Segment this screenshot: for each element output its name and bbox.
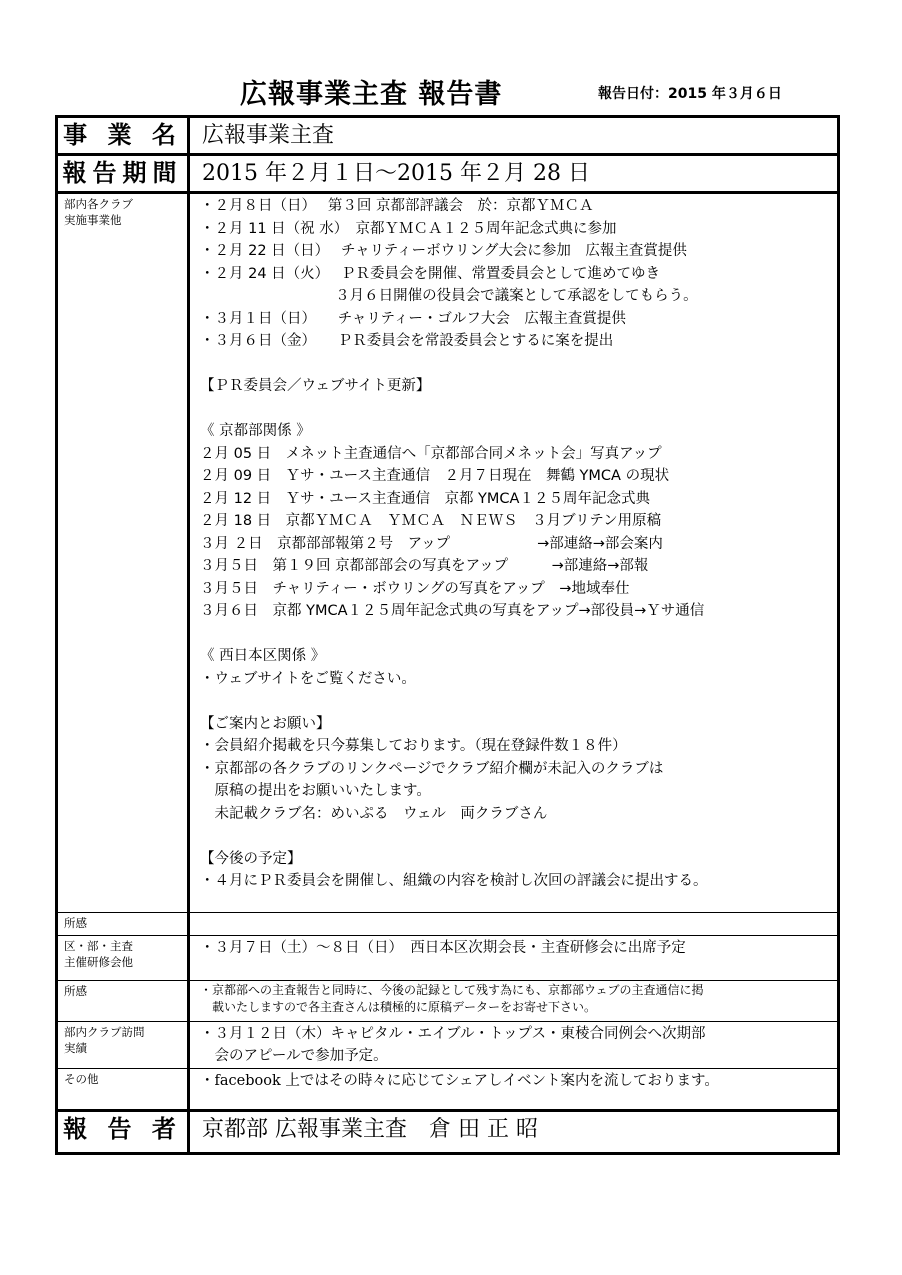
business-name-label: 事 業 名 [57,117,189,155]
report-period-label: 報告期間 [57,155,189,193]
impressions-row-2 [57,981,839,1022]
blank-line [200,825,827,848]
activity-lines [200,195,827,893]
report-period-row [57,155,839,193]
other-label: その他 [57,1069,189,1111]
other-row [57,1069,839,1111]
activity-line: 【ＰＲ委員会／ウェブサイト更新】 [200,378,431,394]
activity-line: ・京都部の各クラブのリンクページでクラブ紹介欄が未記入のクラブは [200,760,664,777]
activity-line: 【ご案内とお願い】 [200,715,331,732]
activity-line: ・３月６日（金） ＰＲ委員会を常設委員会とするに案を提出 [200,333,614,349]
activity-line: 未記載クラブ名：めいぷる ウェル 両クラブさん [200,805,548,822]
activity-line: ３月 ２日 京都部部報第２号 アップ →部連絡→部会案内 [200,535,663,552]
training-label [57,936,189,981]
other-value: ・facebook 上ではその時々に応じてシェアしイベント案内を流しております。 [189,1069,839,1111]
impressions-value-2: ・京都部への主査報告と同時に、今後の記録として残す為にも、京都部ウェブの主査通信に掲 載いたしますので各主査さんは積極的に原稿データーをお寄せ下さい。 [189,981,839,1022]
impressions-row-1 [57,913,839,936]
training-value: ・３月７日（土）～８日（日） 西日本区次期会長・主査研修会に出席予定 [189,936,839,981]
business-name-value: 広報事業主査 [189,117,839,155]
activity-line: ３月５日 チャリティー・ボウリングの写真をアップ →地域奉仕 [200,580,630,597]
report-period-value: 2015 年２月１日～2015 年２月 28 日 [189,155,839,193]
activity-line: ２月 18 日 京都ＹＭＣＡ ＹＭＣＡ ＮＥＷＳ ３月ブリテン用原稿 [200,513,662,529]
reporter-row [57,1111,839,1154]
club-visits-label [57,1022,189,1069]
club-visits-row [57,1022,839,1069]
activity-line: 原稿の提出をお願いいたします。 [200,783,431,799]
activity-line: ・会員紹介掲載を只今募集しております。（現在登録件数１８件） [200,738,627,754]
club-visits-value: ・３月１２日（木）キャピタル・エイブル・トップス・東稜合同例会へ次期部 会のアピールで参加予定。 [189,1022,839,1069]
impressions-label-2: 所感 [57,981,189,1022]
activity-line: ・２月８日（日） 第３回 京都部評議会 於：京都ＹＭＣＡ [200,198,594,214]
impressions-label-1: 所感 [57,913,189,936]
activity-line: ・３月１日（日） チャリティー・ゴルフ大会 広報主査賞提供 [200,310,626,327]
club-visits-label-text: 部内クラブ訪問 実績 [64,1025,145,1055]
activity-line: ・２月 24 日（火） ＰＲ委員会を開催、常置委員会として進めてゆき [200,265,661,282]
report-table [55,115,840,1155]
activity-line: ２月 05 日 メネット主査通信へ「京都部合同メネット会」写真アップ [200,445,662,462]
activity-line: ・ウェブサイトをご覧ください。 [200,670,416,687]
reporter-label: 報 告 者 [57,1111,189,1154]
activity-line: ３月６日開催の役員会で議案として承認をしてもらう。 [200,288,698,304]
blank-line [200,353,827,376]
activity-line: ・４月にＰＲ委員会を開催し、組織の内容を検討し次回の評議会に提出する。 [200,873,708,889]
activity-line: 《 京都部関係 》 [200,423,311,439]
activity-line: ２月 09 日 Ｙサ・ユース主査通信 ２月７日現在 舞鶴 YMCA の現状 [200,468,670,484]
activity-line: ・２月 22 日（日） チャリティーボウリング大会に参加 広報主査賞提供 [200,243,687,259]
page-title: 広報事業主査 報告書 [240,79,503,110]
blank-line [200,623,827,646]
club-activities-content [189,193,839,913]
training-label-text: 区・部・主査 主催研修会他 [64,939,133,969]
club-activities-label [57,193,189,913]
blank-line [200,690,827,713]
club-activities-row [57,193,839,913]
training-row [57,936,839,981]
reporter-value: 京都部 広報事業主査 倉 田 正 昭 [189,1111,839,1154]
activity-line: ・２月 11 日（祝 水） 京都ＹＭＣＡ１２５周年記念式典に参加 [200,220,617,237]
business-name-row [57,117,839,155]
activity-line: ３月６日 京都 YMCA１２５周年記念式典の写真をアップ→部役員→Ｙサ通信 [200,603,705,619]
activity-line: ２月 12 日 Ｙサ・ユース主査通信 京都 YMCA１２５周年記念式典 [200,490,650,507]
activity-line: ３月５日 第１９回 京都部部会の写真をアップ →部連絡→部報 [200,558,649,574]
activity-line: 《 西日本区関係 》 [200,648,326,664]
club-activities-label-text: 部内各クラブ 実施事業他 [64,197,133,227]
impressions-value-1 [189,913,839,936]
activity-line: 【今後の予定】 [200,850,302,867]
blank-line [200,398,827,421]
report-date: 報告日付：2015 年３月６日 [598,86,782,102]
